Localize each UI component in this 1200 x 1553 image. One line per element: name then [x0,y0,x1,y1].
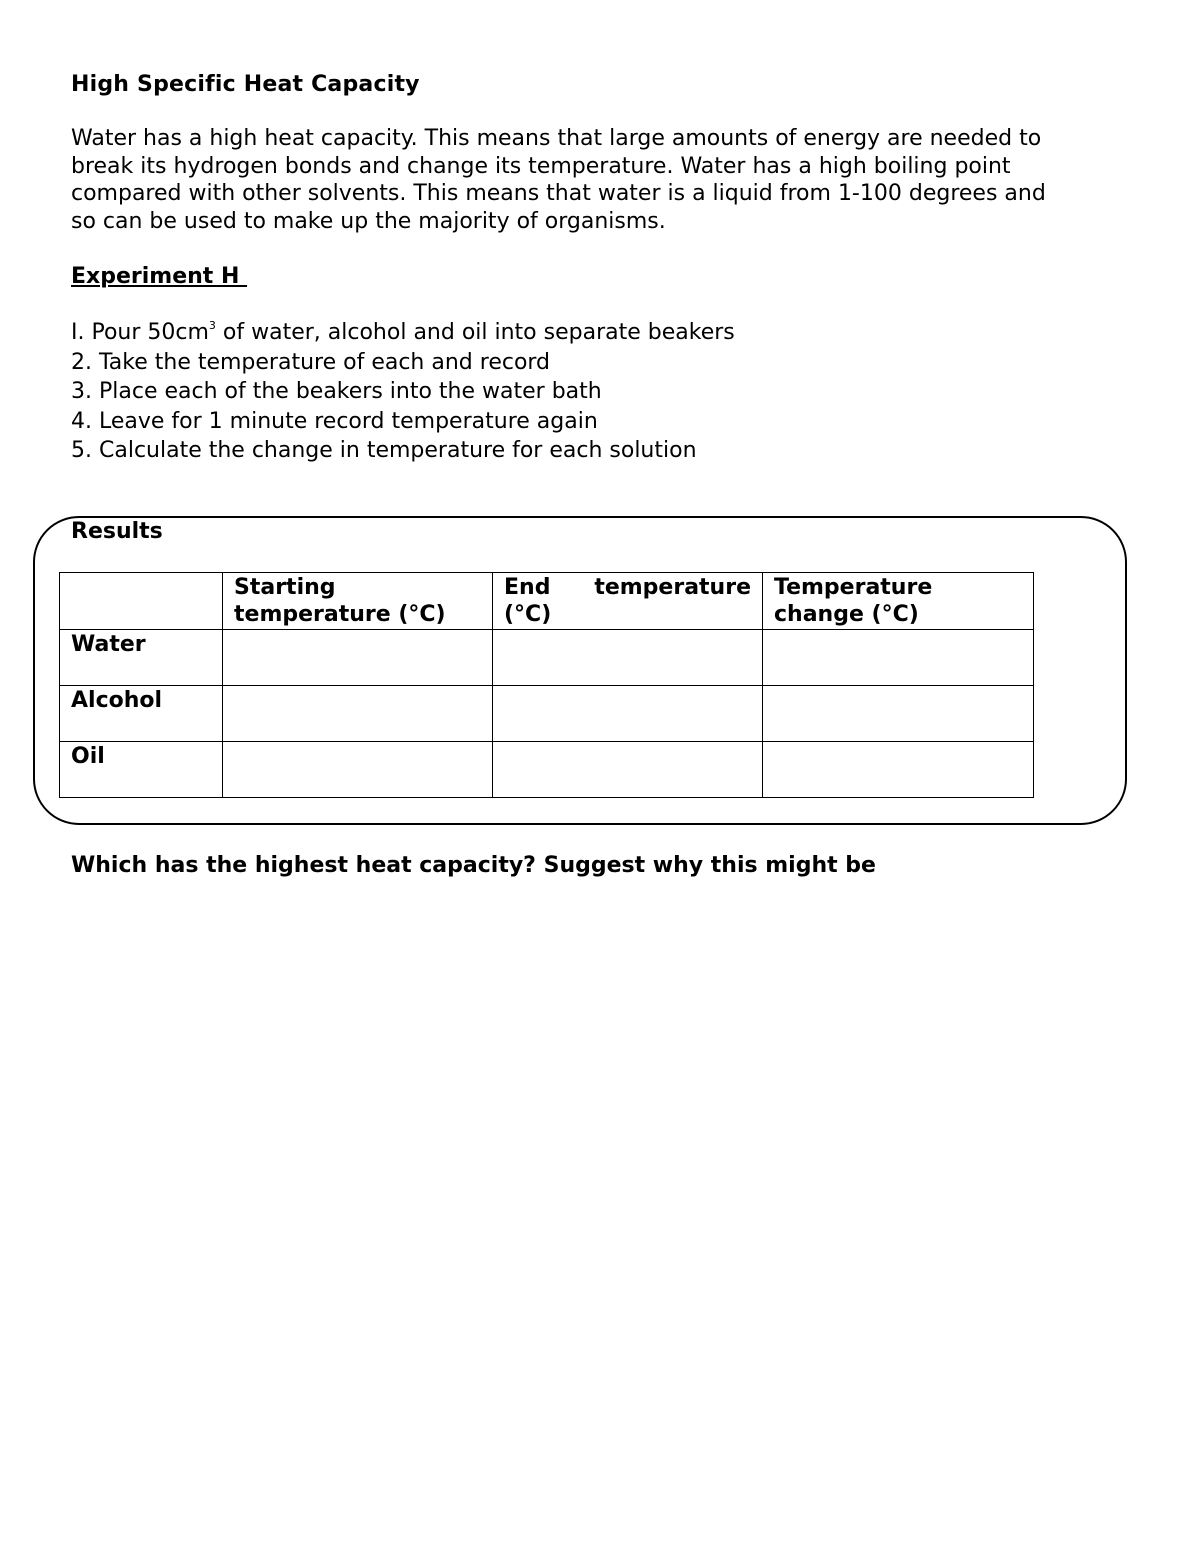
step-item: 5. Calculate the change in temperature for each solution [71,438,697,463]
table-cell[interactable] [763,630,1034,686]
table-row [60,742,1034,798]
header-cell-end [493,573,763,630]
header-line: Starting [234,575,336,600]
results-label: Results [71,519,163,544]
header-line: temperature (°C) [234,602,446,627]
row-label-oil: Oil [60,742,223,798]
intro-paragraph [71,125,1131,235]
header-line: End temperature [504,575,751,600]
intro-line: so can be used to make up the majority of organisms. [71,208,666,234]
table-cell[interactable] [493,686,763,742]
intro-line: Water has a high heat capacity. This means that large amounts of energy are needed to [71,126,1042,151]
row-label-alcohol: Alcohol [60,686,223,742]
table-header-row [60,573,1034,630]
step-item [71,318,735,348]
table-cell[interactable] [493,630,763,686]
table-cell[interactable] [223,630,493,686]
header-line: Temperature [774,575,933,600]
table-row [60,686,1034,742]
table-cell[interactable] [223,686,493,742]
question-text: Which has the highest heat capacity? Suggest why this might be [71,853,876,878]
table-cell[interactable] [763,686,1034,742]
header-cell-empty [60,573,223,630]
superscript: 3 [208,319,216,332]
header-line: (°C) [504,602,552,627]
method-steps [71,318,735,466]
table-cell[interactable] [493,742,763,798]
results-table [59,572,1034,798]
header-cell-change [763,573,1034,630]
header-cell-starting [223,573,493,630]
header-line: change (°C) [774,602,919,627]
step-text: I. Pour 50cm [71,320,209,345]
step-text: of water, alcohol and oil into separate beakers [215,320,735,345]
table-row [60,630,1034,686]
table-cell[interactable] [763,742,1034,798]
experiment-heading: Experiment H [71,264,248,289]
table-cell[interactable] [223,742,493,798]
intro-line: break its hydrogen bonds and change its temperature. Water has a high boiling point [71,153,1011,179]
step-item: 3. Place each of the beakers into the water bath [71,379,602,404]
page-title: High Specific Heat Capacity [71,72,420,97]
step-item: 4. Leave for 1 minute record temperature again [71,408,598,434]
step-item: 2. Take the temperature of each and record [71,349,551,375]
intro-line: compared with other solvents. This means that water is a liquid from 1-100 degrees and [71,181,1046,206]
row-label-water: Water [60,630,223,686]
